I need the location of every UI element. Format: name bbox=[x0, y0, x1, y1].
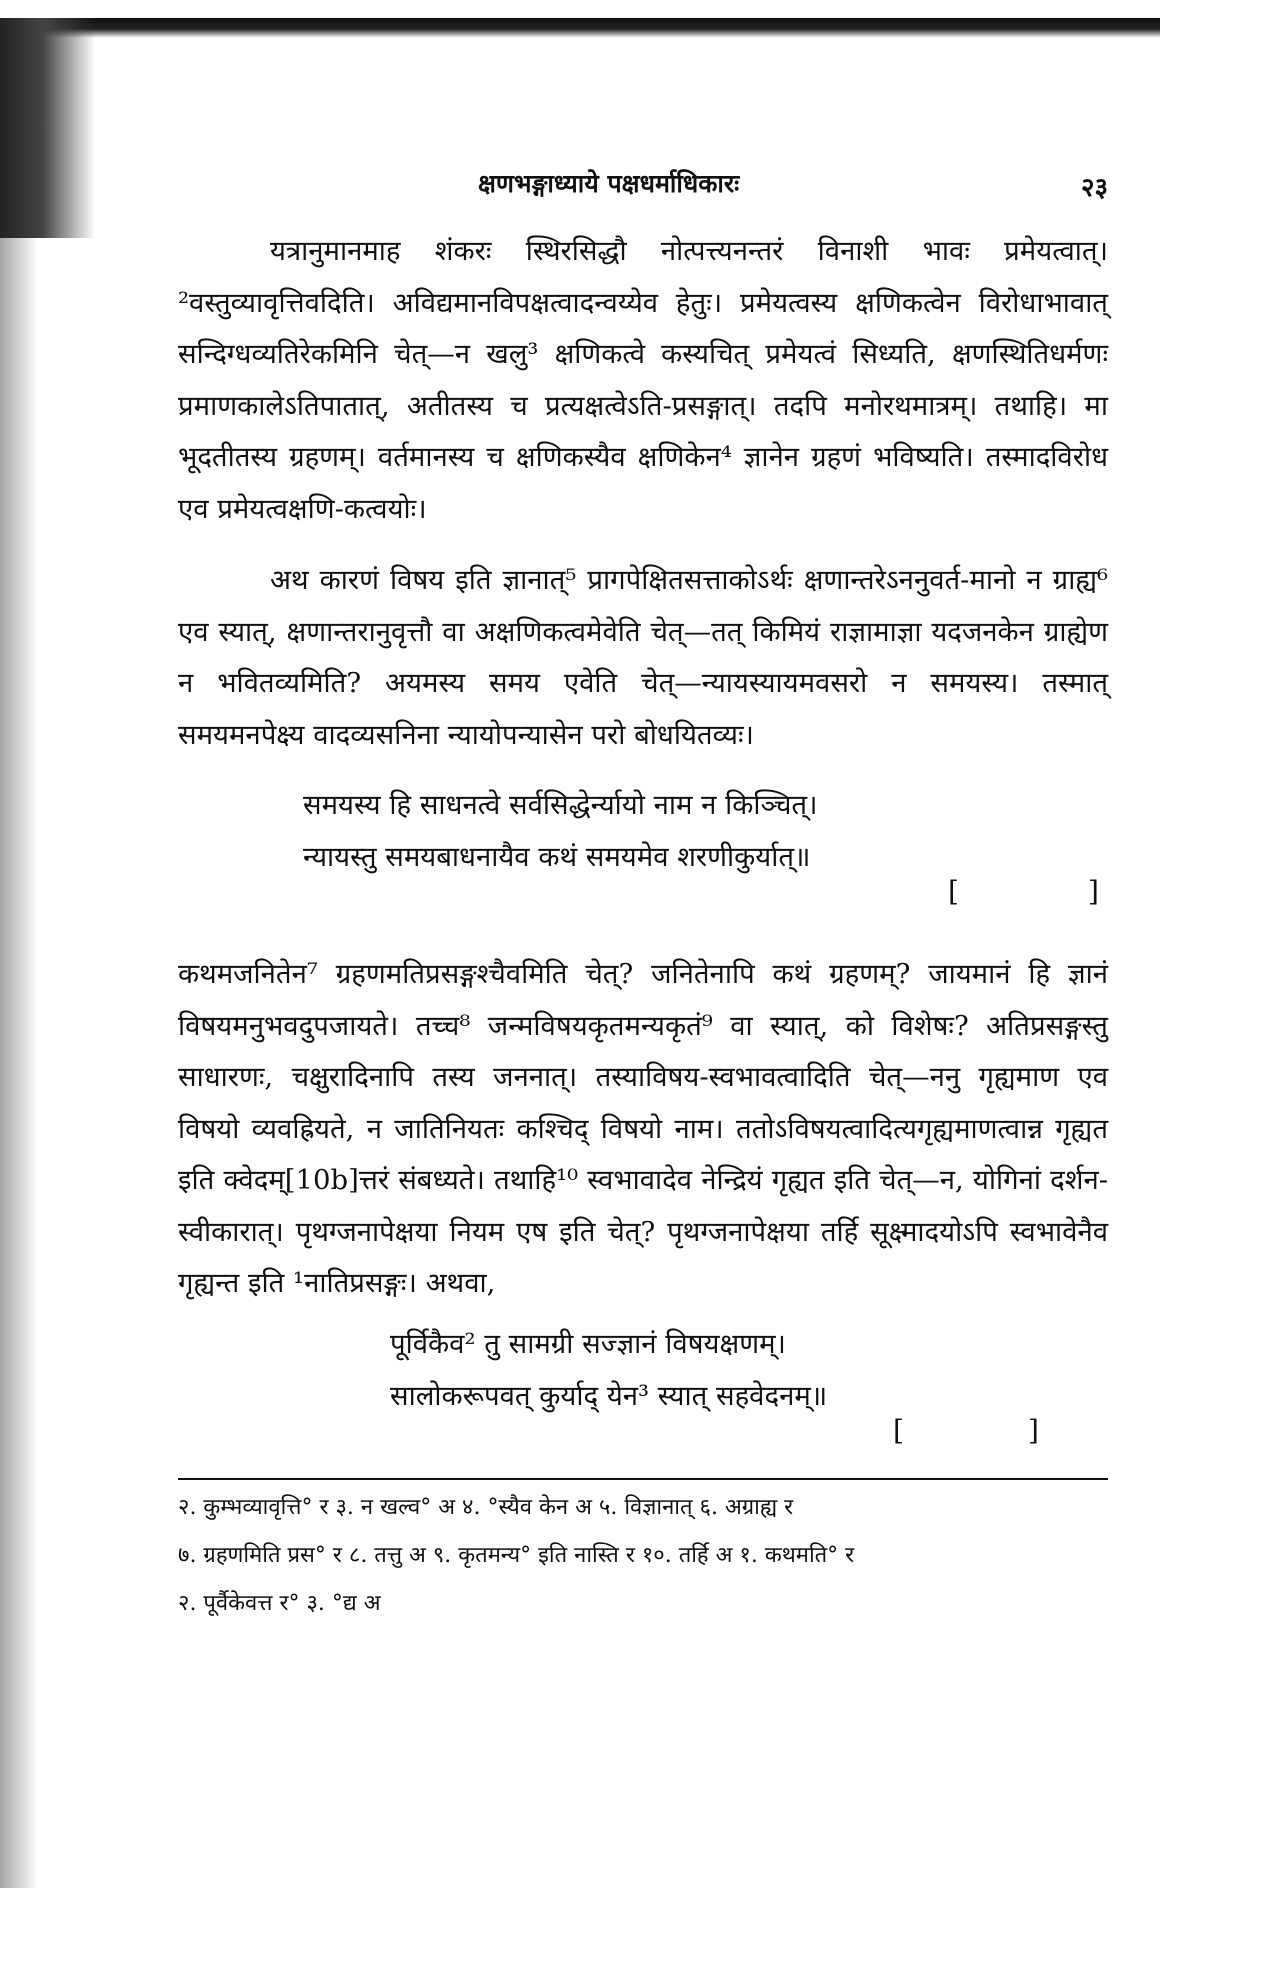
footnotes bbox=[178, 1484, 1108, 1628]
verse-2-reference bbox=[178, 1413, 1108, 1460]
footnote-line: २. पूर्वैकेवत्त र° ३. °द्य अ bbox=[178, 1590, 381, 1616]
verse-1 bbox=[178, 779, 1108, 883]
paragraph-2: अथ कारणं विषय इति ज्ञानात्⁵ प्रागपेक्षितसत्ताकोऽर्थः क्षणान्तरेऽननुवर्त-मानो न ग्राह्य⁶ एव स्यात्, क्षणान्तरानुवृत्तौ वा अक्षणिकत्वमेवेति चेत्—तत् किमियं राज्ञामाज्ञा यदजनकेन ग्राह्येण न भवितव्यमिति? अयमस्य समय एवेति चेत्—न्यायस्यायमवसरो न समयस्य। तस्मात् समयमनपेक्ष्य वादव्यसनिना न्यायोपन्यासेन परो बोधयितव्यः। bbox=[178, 564, 1108, 751]
page-number: २३ bbox=[1080, 173, 1108, 203]
verse-2 bbox=[178, 1318, 1108, 1422]
bracket-close: ] bbox=[1028, 1413, 1039, 1447]
scan-shadow-left bbox=[0, 18, 95, 238]
bracket-open: [ bbox=[893, 1413, 904, 1447]
scan-shadow-top bbox=[0, 18, 1160, 38]
paragraph-3: कथमजनितेन⁷ ग्रहणमतिप्रसङ्गश्चैवमिति चेत्? जनितेनापि कथं ग्रहणम्? जायमानं हि ज्ञानं विषयमनुभवदुपजायते। तच्च⁸ जन्मविषयकृतमन्यकृतं⁹ वा स्यात्, को विशेषः? अतिप्रसङ्गस्तु साधारणः, चक्षुरादिनापि तस्य जननात्। तस्याविषय-स्वभावत्वादिति चेत्—ननु गृह्यमाण एव विषयो व्यवह्रियते, न जातिनियतः कश्चिद् विषयो नाम। ततोऽविषयत्वादित्यगृह्यमाणत्वान्न गृह्यत इति क्वेदम्[10b]त्तरं संबध्यते। तथाहि¹⁰ स्वभावादेव नेन्द्रियं गृह्यत इति चेत्—न, योगिनां दर्शन-स्वीकारात्। पृथग्जनापेक्षया नियम एष इति चेत्? पृथग्जनापेक्षया तर्हि सूक्ष्मादयोऽपि स्वभावेनैव गृह्यन्त इति ¹नातिप्रसङ्गः। अथवा, bbox=[178, 958, 1108, 1299]
verse-1-line-2: न्यायस्तु समयबाधनायैव कथं समयमेव शरणीकुर्यात्॥ bbox=[303, 841, 811, 873]
page-header bbox=[178, 160, 1108, 220]
bracket-close: ] bbox=[1088, 875, 1099, 908]
bracket-open: [ bbox=[948, 875, 959, 908]
footnote-divider bbox=[178, 1478, 1108, 1480]
book-page bbox=[178, 160, 1108, 1628]
verse-2-line-2: सालोकरूपवत् कुर्याद् येन³ स्यात् सहवेदनम्॥ bbox=[390, 1379, 828, 1412]
verse-2-line-1: पूर्विकैव² तु सामग्री सज्ज्ञानं विषयक्षणम्। bbox=[390, 1327, 786, 1360]
running-head: क्षणभङ्गाध्याये पक्षधर्माधिकारः bbox=[478, 169, 740, 198]
verse-1-reference bbox=[178, 875, 1108, 921]
footnote-line: २. कुम्भव्यावृत्ति° र ३. न खल्व° अ ४. °स्यैव केन अ ५. विज्ञानात् ६. अग्राह्य र bbox=[178, 1494, 794, 1520]
scan-shadow-left-edge bbox=[0, 238, 38, 1888]
paragraph-1: यत्रानुमानमाह शंकरः स्थिरसिद्धौ नोत्पत्त्यनन्तरं विनाशी भावः प्रमेयत्वात्। ²वस्तुव्यावृत्तिवदिति। अविद्यमानविपक्षत्वादन्वय्येव हेतुः। प्रमेयत्वस्य क्षणिकत्वेन विरोधाभावात् सन्दिग्धव्यतिरेकमिनि चेत्—न खलु³ क्षणिकत्वे कस्यचित् प्रमेयत्वं सिध्यति, क्षणस्थितिधर्मणः प्रमाणकालेऽतिपातात्, अतीतस्य च प्रत्यक्षत्वेऽति-प्रसङ्गात्। तदपि मनोरथमात्रम्। तथाहि। मा भूदतीतस्य ग्रहणम्। वर्तमानस्य च क्षणिकस्यैव क्षणिकेन⁴ ज्ञानेन ग्रहणं भविष्यति। तस्मादविरोध एव प्रमेयत्वक्षणि-कत्वयोः। bbox=[178, 235, 1108, 525]
verse-1-line-1: समयस्य हि साधनत्वे सर्वसिद्धेर्न्यायो नाम न किञ्चित्। bbox=[303, 789, 818, 821]
footnote-line: ७. ग्रहणमिति प्रस° र ८. तत्तु अ ९. कृतमन्य° इति नास्ति र १०. तर्हि अ १. कथमति° र bbox=[178, 1542, 855, 1568]
